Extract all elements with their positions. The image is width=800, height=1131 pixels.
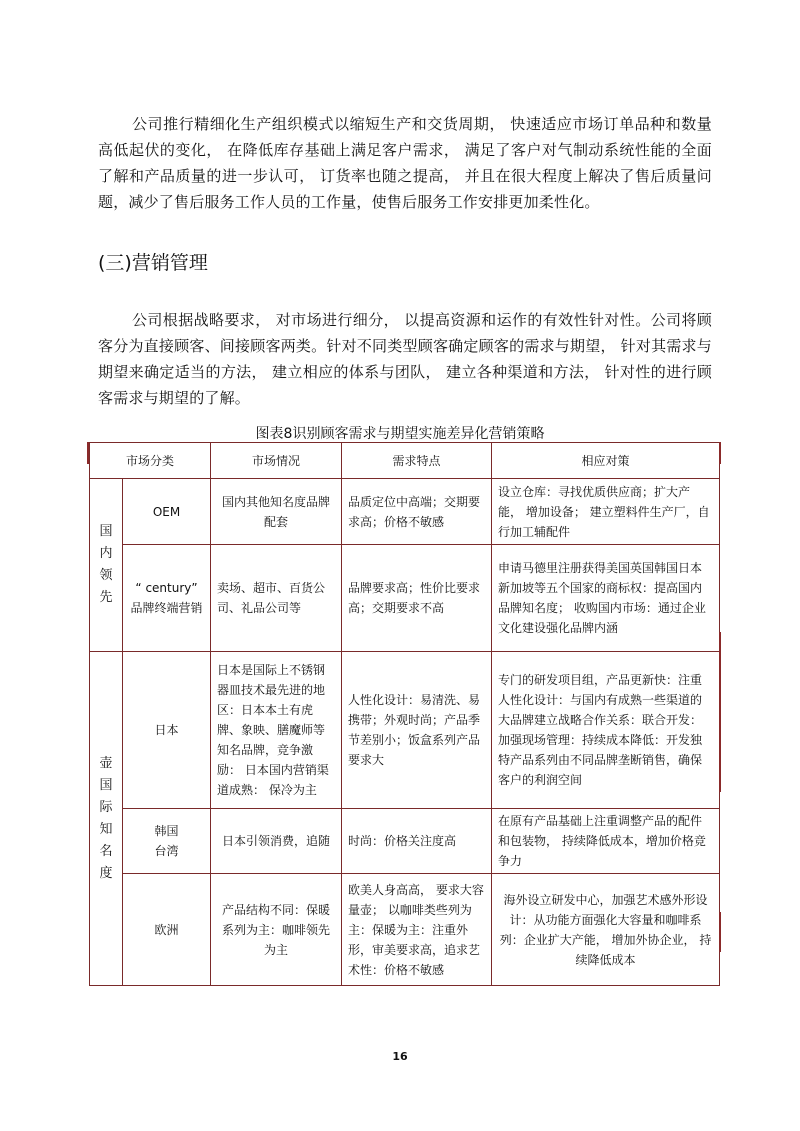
header-strategy: 相应对策 (492, 443, 720, 479)
strategy-table-wrapper (89, 442, 719, 986)
situation-cell: 日本引领消费，追随 (211, 809, 342, 874)
header-demand-features: 需求特点 (342, 443, 492, 479)
situation-cell: 日本是国际上不锈钢器皿技术最先进的地区：日本本土有虎牌、象映、膳魔师等知名品牌，竞争激励： 日本国内营销渠道成熟： 保冷为主 (211, 652, 342, 809)
demand-cell: 欧美人身高高， 要求大容量壶； 以咖啡类些列为主：保暖为主：注重外形，审美要求高，追求艺术性：价格不敏感 (342, 874, 492, 986)
segment-cell: “ century” 品牌终端营销 (123, 545, 211, 652)
strategy-cell: 申请马德里注册获得美国英国韩国日本新加坡等五个国家的商标权：提高国内品牌知名度； 收购国内市场：通过企业文化建设强化品牌内涵 (492, 545, 720, 652)
situation-cell: 国内其他知名度品牌配套 (211, 479, 342, 545)
table-corner-mark (719, 442, 721, 464)
paragraph-production: 公司推行精细化生产组织模式以缩短生产和交货周期， 快速适应市场订单品种和数量高低起伏的变化， 在降低库存基础上满足客户需求， 满足了客户对气制动系统性能的全面了解和产品质量的进一步认可， 订货率也随之提高， 并且在很大程度上解决了售后质量问题，减少了售后服务工作人员的工作量，使售后服务工作安排更加柔性化。 (98, 115, 712, 211)
strategy-cell: 设立仓库：寻找优质供应商；扩大产能， 增加设备； 建立塑料件生产厂，自行加工辅配件 (492, 479, 720, 545)
table-row (90, 652, 720, 809)
group-domestic-cell (90, 479, 123, 652)
table-row (90, 545, 720, 652)
table-corner-mark (87, 442, 89, 464)
situation-cell: 卖场、超市、百货公司、礼品公司等 (211, 545, 342, 652)
segment-cell: 欧洲 (123, 874, 211, 986)
table-caption: 图表8识别顾客需求与期望实施差异化营销策略 (255, 426, 545, 442)
strategy-cell: 海外设立研发中心，加强艺术感外形设计：从功能方面强化大容量和咖啡系列：企业扩大产能， 增加外协企业， 持续降低成本 (492, 874, 720, 986)
group-international-label: 壶国际知名度 (99, 755, 113, 881)
strategy-table (89, 442, 720, 986)
strategy-cell: 在原有产品基础上注重调整产品的配件和包装物， 持续降低成本，增加价格竞争力 (492, 809, 720, 874)
section-heading: (三)营销管理 (98, 252, 208, 274)
table-header-row (90, 443, 720, 479)
header-market-situation: 市场情况 (211, 443, 342, 479)
group-international-cell (90, 652, 123, 986)
strategy-cell: 专门的研发项目组，产品更新快：注重人性化设计：与国内有成熟一些渠道的大品牌建立战略合作关系：联合开发： 加强现场管理：持续成本降低：开发独特产品系列由不同品牌垄断销售，确保客户的利润空间 (492, 652, 720, 809)
table-row (90, 809, 720, 874)
segment-cell: OEM (123, 479, 211, 545)
paragraph-marketing: 公司根据战略要求， 对市场进行细分， 以提高资源和运作的有效性针对性。公司将顾客分为直接顾客、间接顾客两类。针对不同类型顾客确定顾客的需求与期望， 针对其需求与期望来确定适当的方法， 建立相应的体系与团队， 建立各种渠道和方法， 针对性的进行顾客需求与期望的了解。 (98, 311, 712, 407)
page-number: 16 (392, 1050, 408, 1063)
segment-cell: 日本 (123, 652, 211, 809)
demand-cell: 品质定位中高端；交期要求高；价格不敏感 (342, 479, 492, 545)
table-edge-mark (719, 912, 721, 952)
table-row (90, 874, 720, 986)
group-domestic-label: 国内领先 (99, 524, 113, 605)
demand-cell: 品牌要求高；性价比要求高；交期要求不高 (342, 545, 492, 652)
demand-cell: 人性化设计：易清洗、易携带；外观时尚；产品季节差别小；饭盒系列产品要求大 (342, 652, 492, 809)
segment-cell: 韩国 台湾 (123, 809, 211, 874)
table-edge-mark (719, 632, 721, 792)
demand-cell: 时尚：价格关注度高 (342, 809, 492, 874)
situation-cell: 产品结构不同：保暖系列为主：咖啡领先为主 (211, 874, 342, 986)
table-row (90, 479, 720, 545)
header-market-category: 市场分类 (90, 443, 211, 479)
